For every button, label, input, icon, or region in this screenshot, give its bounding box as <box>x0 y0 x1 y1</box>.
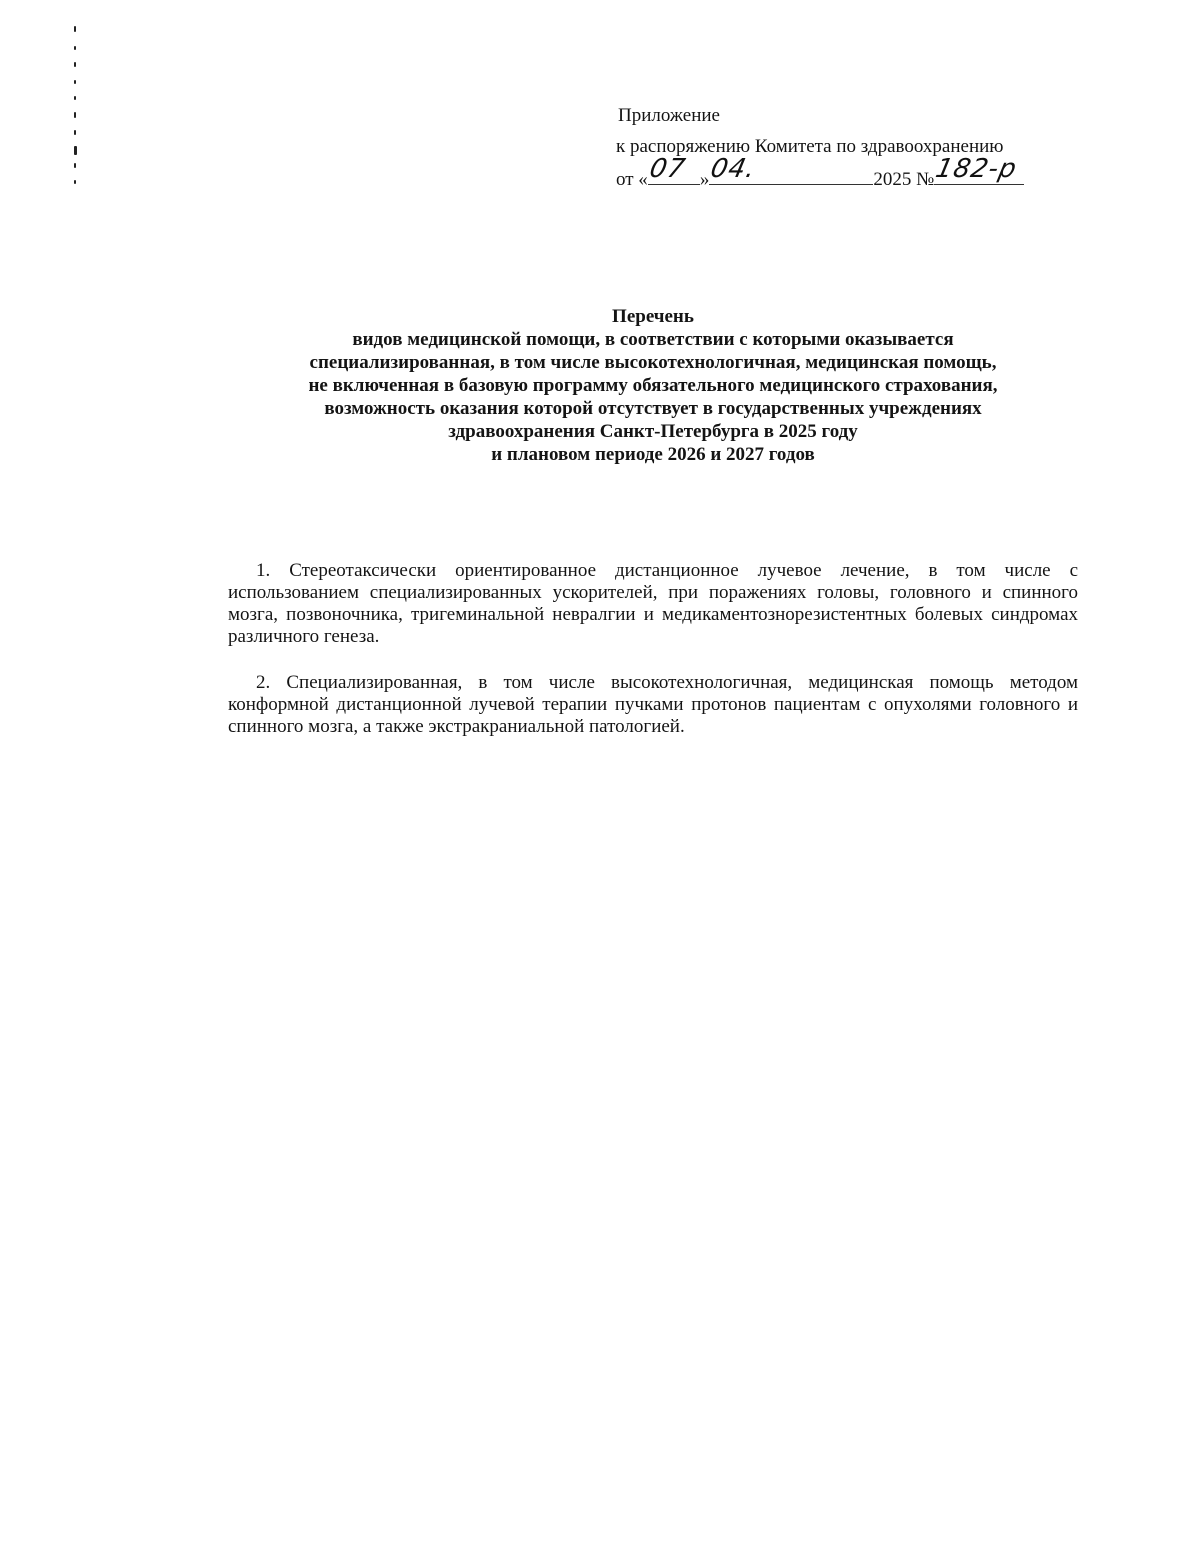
heading-line: не включенная в базовую программу обязательного медицинского страхования, <box>308 375 998 396</box>
document-heading <box>228 305 1078 466</box>
heading-line: здравоохранения Санкт-Петербурга в 2025 году <box>448 421 858 442</box>
heading-line: специализированная, в том числе высокотехнологичная, медицинская помощь, <box>309 352 997 373</box>
heading-line: и плановом периоде 2026 и 2027 годов <box>491 444 815 465</box>
year-label: 2025 № <box>873 169 935 190</box>
date-prefix: от « <box>616 169 648 190</box>
heading-line: видов медицинской помощи, в соответствии с которыми оказывается <box>352 329 954 350</box>
list-item: 1. Стереотаксически ориентированное дистанционное лучевое лечение, в том числе с использованием специализированных ускорителей, при поражениях головы, головного и спинного мозга, позвоночника, тригеминальной невралгии и медикаментознорезистентных болевых синдромах различного генеза. <box>228 560 1078 647</box>
annex-subtitle: к распоряжению Комитета по здравоохранению <box>616 136 1004 157</box>
scan-margin-marks <box>70 18 84 193</box>
day-handwritten: 07 <box>646 154 689 184</box>
annex-date-line <box>616 154 1086 195</box>
heading-line: Перечень <box>612 306 694 327</box>
document-body <box>228 560 1078 762</box>
annex-block <box>616 100 1086 195</box>
heading-line: возможность оказания которой отсутствует в государственных учреждениях <box>324 398 982 419</box>
annex-title: Приложение <box>618 105 720 126</box>
list-item: 2. Специализированная, в том числе высокотехнологичная, медицинская помощь методом конформной дистанционной лучевой терапии пучками протонов пациентам с опухолями головного и спинного мозга, а также экстракраниальной патологией. <box>228 672 1078 737</box>
day-field <box>646 154 700 185</box>
number-field <box>933 154 1024 185</box>
date-separator: » <box>699 169 710 190</box>
month-field <box>708 154 873 185</box>
number-handwritten: 182-р <box>933 154 1021 184</box>
month-handwritten: 04. <box>708 154 759 184</box>
